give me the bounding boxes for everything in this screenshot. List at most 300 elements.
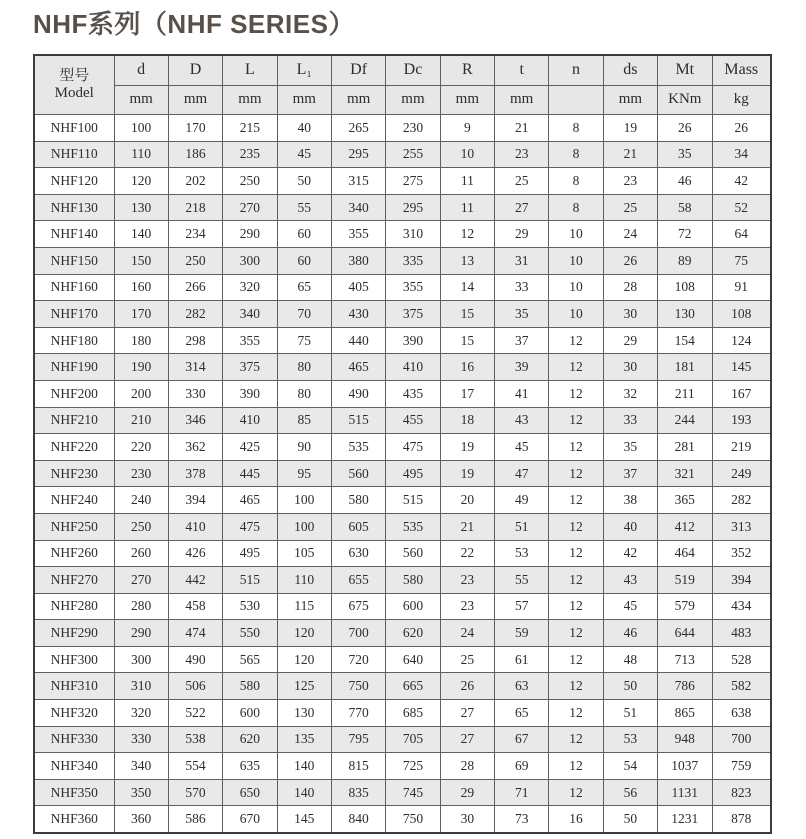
table-cell: 11 <box>440 168 494 195</box>
table-cell: 380 <box>331 247 385 274</box>
table-cell: 40 <box>603 513 657 540</box>
table-row-nhf230 <box>34 460 771 487</box>
table-cell: 105 <box>277 540 331 567</box>
table-cell: 42 <box>603 540 657 567</box>
table-row-nhf300 <box>34 646 771 673</box>
table-cell: 125 <box>277 673 331 700</box>
table-row-nhf250 <box>34 513 771 540</box>
table-cell: 108 <box>712 301 771 328</box>
table-cell: 218 <box>168 194 222 221</box>
header-model <box>34 55 114 115</box>
table-cell: 71 <box>495 779 549 806</box>
table-cell: 528 <box>712 646 771 673</box>
model-cell: NHF300 <box>34 646 114 673</box>
table-cell: 352 <box>712 540 771 567</box>
table-cell: 16 <box>549 806 603 833</box>
table-cell: 120 <box>277 620 331 647</box>
model-cell: NHF150 <box>34 247 114 274</box>
table-cell: 46 <box>603 620 657 647</box>
table-cell: 53 <box>495 540 549 567</box>
table-cell: 840 <box>331 806 385 833</box>
table-cell: 700 <box>712 726 771 753</box>
table-cell: 495 <box>386 460 440 487</box>
table-cell: 72 <box>658 221 712 248</box>
table-cell: 823 <box>712 779 771 806</box>
table-cell: 89 <box>658 247 712 274</box>
model-cell: NHF190 <box>34 354 114 381</box>
header-col-l: L <box>223 55 277 86</box>
table-cell: 186 <box>168 141 222 168</box>
table-cell: 47 <box>495 460 549 487</box>
table-cell: 535 <box>386 513 440 540</box>
table-cell: 210 <box>114 407 168 434</box>
table-cell: 795 <box>331 726 385 753</box>
header-unit-t: mm <box>495 86 549 115</box>
table-cell: 23 <box>495 141 549 168</box>
table-cell: 522 <box>168 700 222 727</box>
table-cell: 12 <box>549 700 603 727</box>
table-cell: 483 <box>712 620 771 647</box>
table-cell: 120 <box>277 646 331 673</box>
table-cell: 12 <box>549 646 603 673</box>
table-cell: 565 <box>223 646 277 673</box>
table-cell: 75 <box>712 247 771 274</box>
table-cell: 265 <box>331 115 385 142</box>
table-cell: 280 <box>114 593 168 620</box>
header-col-mass: Mass <box>712 55 771 86</box>
table-cell: 340 <box>223 301 277 328</box>
table-cell: 34 <box>712 141 771 168</box>
table-cell: 219 <box>712 434 771 461</box>
table-cell: 720 <box>331 646 385 673</box>
table-cell: 410 <box>223 407 277 434</box>
table-cell: 665 <box>386 673 440 700</box>
table-row-nhf340 <box>34 753 771 780</box>
table-cell: 405 <box>331 274 385 301</box>
model-cell: NHF290 <box>34 620 114 647</box>
table-row-nhf360 <box>34 806 771 833</box>
table-cell: 300 <box>223 247 277 274</box>
model-cell: NHF320 <box>34 700 114 727</box>
table-cell: 32 <box>603 380 657 407</box>
table-cell: 53 <box>603 726 657 753</box>
table-row-nhf200 <box>34 380 771 407</box>
table-cell: 650 <box>223 779 277 806</box>
header-col-r: R <box>440 55 494 86</box>
table-cell: 12 <box>549 380 603 407</box>
table-row-nhf130 <box>34 194 771 221</box>
table-cell: 12 <box>549 593 603 620</box>
table-cell: 580 <box>331 487 385 514</box>
table-cell: 39 <box>495 354 549 381</box>
table-cell: 61 <box>495 646 549 673</box>
table-row-nhf180 <box>34 327 771 354</box>
table-cell: 51 <box>495 513 549 540</box>
header-col-l₁: L₁ <box>277 55 331 86</box>
table-cell: 20 <box>440 487 494 514</box>
table-cell: 430 <box>331 301 385 328</box>
table-cell: 48 <box>603 646 657 673</box>
table-cell: 1131 <box>658 779 712 806</box>
model-cell: NHF200 <box>34 380 114 407</box>
table-cell: 340 <box>114 753 168 780</box>
table-row-nhf290 <box>34 620 771 647</box>
table-cell: 12 <box>549 460 603 487</box>
table-cell: 140 <box>114 221 168 248</box>
table-cell: 45 <box>495 434 549 461</box>
table-cell: 750 <box>386 806 440 833</box>
table-cell: 713 <box>658 646 712 673</box>
table-cell: 193 <box>712 407 771 434</box>
table-cell: 310 <box>114 673 168 700</box>
table-cell: 535 <box>331 434 385 461</box>
table-cell: 23 <box>440 567 494 594</box>
header-row-names <box>34 55 771 86</box>
table-cell: 12 <box>549 487 603 514</box>
table-cell: 630 <box>331 540 385 567</box>
table-header <box>34 55 771 115</box>
table-cell: 355 <box>223 327 277 354</box>
table-cell: 282 <box>168 301 222 328</box>
model-cell: NHF180 <box>34 327 114 354</box>
header-unit-n <box>549 86 603 115</box>
table-cell: 69 <box>495 753 549 780</box>
table-cell: 215 <box>223 115 277 142</box>
table-cell: 59 <box>495 620 549 647</box>
table-row-nhf100 <box>34 115 771 142</box>
table-cell: 60 <box>277 221 331 248</box>
table-cell: 1231 <box>658 806 712 833</box>
table-cell: 815 <box>331 753 385 780</box>
table-cell: 12 <box>549 726 603 753</box>
table-cell: 167 <box>712 380 771 407</box>
table-cell: 465 <box>223 487 277 514</box>
table-cell: 19 <box>440 434 494 461</box>
table-cell: 644 <box>658 620 712 647</box>
table-cell: 281 <box>658 434 712 461</box>
table-cell: 442 <box>168 567 222 594</box>
table-cell: 35 <box>658 141 712 168</box>
table-cell: 560 <box>386 540 440 567</box>
table-cell: 12 <box>549 434 603 461</box>
table-cell: 37 <box>495 327 549 354</box>
table-cell: 190 <box>114 354 168 381</box>
table-cell: 120 <box>114 168 168 195</box>
table-cell: 25 <box>603 194 657 221</box>
table-cell: 54 <box>603 753 657 780</box>
table-cell: 130 <box>114 194 168 221</box>
table-cell: 13 <box>440 247 494 274</box>
table-cell: 26 <box>603 247 657 274</box>
table-cell: 550 <box>223 620 277 647</box>
table-cell: 27 <box>495 194 549 221</box>
table-row-nhf350 <box>34 779 771 806</box>
table-cell: 14 <box>440 274 494 301</box>
table-cell: 250 <box>114 513 168 540</box>
table-cell: 91 <box>712 274 771 301</box>
table-cell: 21 <box>495 115 549 142</box>
table-cell: 270 <box>114 567 168 594</box>
table-cell: 554 <box>168 753 222 780</box>
table-cell: 295 <box>386 194 440 221</box>
table-cell: 620 <box>223 726 277 753</box>
table-cell: 95 <box>277 460 331 487</box>
table-cell: 29 <box>495 221 549 248</box>
table-cell: 445 <box>223 460 277 487</box>
table-cell: 115 <box>277 593 331 620</box>
table-cell: 43 <box>495 407 549 434</box>
table-cell: 375 <box>223 354 277 381</box>
table-cell: 786 <box>658 673 712 700</box>
table-cell: 270 <box>223 194 277 221</box>
table-cell: 495 <box>223 540 277 567</box>
table-cell: 67 <box>495 726 549 753</box>
table-cell: 770 <box>331 700 385 727</box>
table-cell: 600 <box>386 593 440 620</box>
table-cell: 52 <box>712 194 771 221</box>
table-cell: 181 <box>658 354 712 381</box>
table-cell: 506 <box>168 673 222 700</box>
header-unit-dc: mm <box>386 86 440 115</box>
table-cell: 240 <box>114 487 168 514</box>
table-cell: 320 <box>114 700 168 727</box>
model-cell: NHF310 <box>34 673 114 700</box>
table-cell: 474 <box>168 620 222 647</box>
table-cell: 745 <box>386 779 440 806</box>
table-row-nhf330 <box>34 726 771 753</box>
table-cell: 220 <box>114 434 168 461</box>
table-cell: 580 <box>386 567 440 594</box>
table-cell: 35 <box>495 301 549 328</box>
header-unit-d: mm <box>114 86 168 115</box>
table-cell: 530 <box>223 593 277 620</box>
page-title: NHF系列（NHF SERIES） <box>33 9 355 39</box>
table-cell: 365 <box>658 487 712 514</box>
table-cell: 130 <box>277 700 331 727</box>
table-cell: 55 <box>495 567 549 594</box>
table-cell: 12 <box>549 407 603 434</box>
table-cell: 145 <box>277 806 331 833</box>
header-col-ds: ds <box>603 55 657 86</box>
table-cell: 11 <box>440 194 494 221</box>
table-row-nhf270 <box>34 567 771 594</box>
header-col-df: Df <box>331 55 385 86</box>
table-cell: 340 <box>331 194 385 221</box>
table-cell: 586 <box>168 806 222 833</box>
table-cell: 310 <box>386 221 440 248</box>
table-cell: 458 <box>168 593 222 620</box>
table-cell: 412 <box>658 513 712 540</box>
table-cell: 38 <box>603 487 657 514</box>
table-cell: 320 <box>223 274 277 301</box>
table-cell: 73 <box>495 806 549 833</box>
table-cell: 725 <box>386 753 440 780</box>
table-cell: 211 <box>658 380 712 407</box>
table-cell: 635 <box>223 753 277 780</box>
table-cell: 10 <box>549 221 603 248</box>
table-cell: 335 <box>386 247 440 274</box>
header-unit-df: mm <box>331 86 385 115</box>
table-cell: 31 <box>495 247 549 274</box>
table-cell: 434 <box>712 593 771 620</box>
table-cell: 675 <box>331 593 385 620</box>
table-cell: 10 <box>440 141 494 168</box>
table-cell: 230 <box>386 115 440 142</box>
table-cell: 55 <box>277 194 331 221</box>
table-cell: 30 <box>603 301 657 328</box>
table-row-nhf220 <box>34 434 771 461</box>
table-cell: 249 <box>712 460 771 487</box>
table-cell: 24 <box>603 221 657 248</box>
table-cell: 475 <box>386 434 440 461</box>
table-cell: 26 <box>658 115 712 142</box>
table-cell: 70 <box>277 301 331 328</box>
table-row-nhf320 <box>34 700 771 727</box>
model-cell: NHF250 <box>34 513 114 540</box>
table-cell: 19 <box>440 460 494 487</box>
table-cell: 170 <box>114 301 168 328</box>
table-cell: 390 <box>386 327 440 354</box>
table-cell: 519 <box>658 567 712 594</box>
table-cell: 570 <box>168 779 222 806</box>
table-cell: 670 <box>223 806 277 833</box>
table-row-nhf170 <box>34 301 771 328</box>
table-cell: 295 <box>331 141 385 168</box>
model-cell: NHF100 <box>34 115 114 142</box>
header-unit-mt: KNm <box>658 86 712 115</box>
header-unit-l₁: mm <box>277 86 331 115</box>
table-cell: 45 <box>277 141 331 168</box>
table-cell: 235 <box>223 141 277 168</box>
table-row-nhf120 <box>34 168 771 195</box>
table-cell: 638 <box>712 700 771 727</box>
table-cell: 22 <box>440 540 494 567</box>
model-cell: NHF140 <box>34 221 114 248</box>
table-cell: 65 <box>495 700 549 727</box>
table-cell: 100 <box>277 513 331 540</box>
table-cell: 200 <box>114 380 168 407</box>
table-cell: 375 <box>386 301 440 328</box>
table-cell: 350 <box>114 779 168 806</box>
table-cell: 75 <box>277 327 331 354</box>
table-cell: 1037 <box>658 753 712 780</box>
table-row-nhf110 <box>34 141 771 168</box>
model-cell: NHF240 <box>34 487 114 514</box>
table-cell: 234 <box>168 221 222 248</box>
table-cell: 170 <box>168 115 222 142</box>
table-cell: 275 <box>386 168 440 195</box>
table-cell: 108 <box>658 274 712 301</box>
table-cell: 655 <box>331 567 385 594</box>
table-row-nhf190 <box>34 354 771 381</box>
table-cell: 12 <box>549 567 603 594</box>
header-col-d: d <box>114 55 168 86</box>
table-cell: 24 <box>440 620 494 647</box>
table-cell: 282 <box>712 487 771 514</box>
table-cell: 40 <box>277 115 331 142</box>
table-cell: 140 <box>277 779 331 806</box>
model-cell: NHF110 <box>34 141 114 168</box>
table-cell: 60 <box>277 247 331 274</box>
model-cell: NHF160 <box>34 274 114 301</box>
table-cell: 244 <box>658 407 712 434</box>
table-cell: 515 <box>331 407 385 434</box>
table-cell: 230 <box>114 460 168 487</box>
table-cell: 57 <box>495 593 549 620</box>
table-row-nhf140 <box>34 221 771 248</box>
table-cell: 63 <box>495 673 549 700</box>
table-cell: 56 <box>603 779 657 806</box>
table-cell: 346 <box>168 407 222 434</box>
table-cell: 12 <box>549 513 603 540</box>
table-cell: 21 <box>603 141 657 168</box>
table-cell: 21 <box>440 513 494 540</box>
table-cell: 8 <box>549 168 603 195</box>
nhf-series-table <box>33 54 772 834</box>
table-cell: 250 <box>223 168 277 195</box>
table-cell: 19 <box>603 115 657 142</box>
table-cell: 16 <box>440 354 494 381</box>
table-cell: 560 <box>331 460 385 487</box>
table-cell: 515 <box>223 567 277 594</box>
table-cell: 17 <box>440 380 494 407</box>
table-row-nhf240 <box>34 487 771 514</box>
table-cell: 100 <box>114 115 168 142</box>
table-cell: 355 <box>386 274 440 301</box>
model-cell: NHF360 <box>34 806 114 833</box>
table-cell: 580 <box>223 673 277 700</box>
table-cell: 43 <box>603 567 657 594</box>
model-cell: NHF330 <box>34 726 114 753</box>
table-cell: 410 <box>168 513 222 540</box>
table-cell: 15 <box>440 327 494 354</box>
table-cell: 455 <box>386 407 440 434</box>
model-cell: NHF230 <box>34 460 114 487</box>
table-cell: 65 <box>277 274 331 301</box>
table-cell: 10 <box>549 274 603 301</box>
table-cell: 355 <box>331 221 385 248</box>
table-cell: 27 <box>440 726 494 753</box>
table-cell: 46 <box>658 168 712 195</box>
table-cell: 538 <box>168 726 222 753</box>
table-cell: 29 <box>440 779 494 806</box>
table-cell: 759 <box>712 753 771 780</box>
table-cell: 41 <box>495 380 549 407</box>
table-cell: 313 <box>712 513 771 540</box>
model-cell: NHF210 <box>34 407 114 434</box>
table-cell: 12 <box>549 620 603 647</box>
table-cell: 154 <box>658 327 712 354</box>
table-cell: 45 <box>603 593 657 620</box>
table-cell: 685 <box>386 700 440 727</box>
table-cell: 58 <box>658 194 712 221</box>
header-model-cn: 型号 <box>59 67 90 84</box>
table-cell: 10 <box>549 301 603 328</box>
header-unit-r: mm <box>440 86 494 115</box>
table-cell: 620 <box>386 620 440 647</box>
table-cell: 700 <box>331 620 385 647</box>
table-cell: 130 <box>658 301 712 328</box>
table-cell: 110 <box>114 141 168 168</box>
table-cell: 12 <box>549 753 603 780</box>
table-row-nhf160 <box>34 274 771 301</box>
table-cell: 475 <box>223 513 277 540</box>
table-cell: 8 <box>549 194 603 221</box>
table-cell: 321 <box>658 460 712 487</box>
table-cell: 145 <box>712 354 771 381</box>
header-col-dc: Dc <box>386 55 440 86</box>
table-cell: 100 <box>277 487 331 514</box>
